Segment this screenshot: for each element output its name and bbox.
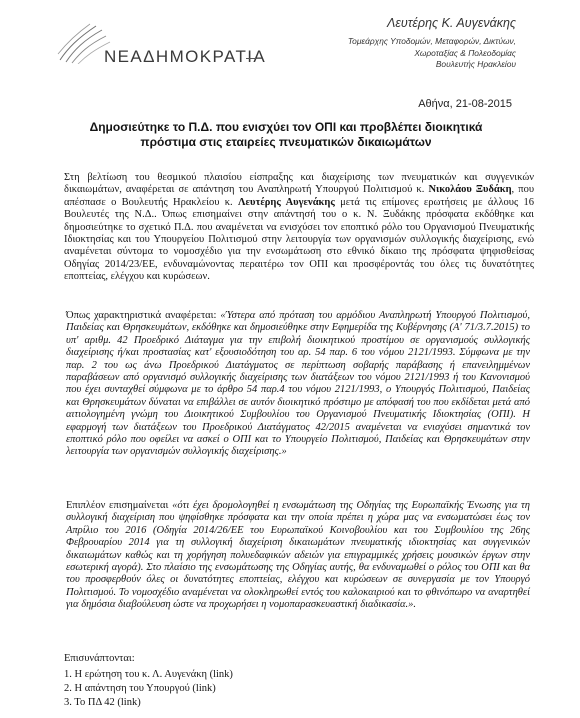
attachments-title: Επισυνάπτονται: (64, 653, 135, 664)
sender-block (286, 16, 516, 71)
p2-quote: «Ύστερα από πρόταση του αρμόδιου Αναπληρωτή Υπουργού Πολιτισμού, Παιδείας και Θρησκευμάτων, εκδόθηκε και δημοσιεύθηκε στην Εφημερίδα της Κυβέρνησης (Α' 71/3.7.2015) το υπ' αριθμ. 42 Προεδρικό Διάταγμα για την επιβολή διοικητικού προστίμου σε οργανισμούς συλλογικής διαχείρισης ή/και προστασίας κατ' εξουσιοδότηση του αρ. 54 παρ. 6 του νόμου 2121/1993. Σύμφωνα με την παρ. 2 του ως άνω Προεδρικού Διατάγματος σε περίπτωση σοβαρής παράβασης ή επανειλημμένων παραβάσεων από οργανισμό συλλογικής διαχείρισης των διατάξεων του νόμου 2121/1993 ή του Κανονισμού που έχει συνταχθεί σύμφωνα με το άρθρο 54 παρ.4 του νόμου 2121/1993, ο Υπουργός Πολιτισμού, Παιδείας και Θρησκευμάτων δύναται να επιβάλλει σε αυτόν διοικητικό πρόστιμο με απόφασή του που εκδίδεται μετά από αιτιολογημένη γνώμη του Διοικητικού Συμβουλίου του Οργανισμού Πνευματικής Ιδιοκτησίας (ΟΠΙ). Η εφαρμογή των διατάξεων του Προεδρικού Διατάγματος 42/2015 αναμένεται να ενισχύσει σημαντικά τον εποπτικό ρόλο που οφείλει να ασκεί ο ΟΠΙ και το Υπουργείο Πολιτισμού, Παιδείας και Θρησκευμάτων στην λειτουργία των οργανισμών συλλογικής διαχείρισης.» (66, 310, 530, 458)
p1-text-e: μετά τις επίμονες ερωτήσεις με άλλους 16 Βουλευτές της Ν.Δ.. Όπως επισημαίνει στην απάντησή του ο κ. Ν. Ξυδάκης πρόσφατα εκδόθηκε και δημοσιεύτηκε το σχετικό Π.Δ. που αναμένεται να ενισχύσει τον εποπτικό ρόλο του Οργανισμού Πνευματικής Ιδιοκτησίας και του Υπουργείου Πολιτισμού στην λειτουργία των οργανισμών συλλογικής διαχείρισης, ενώ αναμένεται σύντομα το νομοσχέδιο για την ενσωμάτωση στο εθνικό δίκαιο της πρόσφατα ψηφισθείσας Οδηγίας 2014/23/ΕΕ, ενδυναμώνοντας περαιτέρω τον ΟΠΙ και προσφέροντάς του όλες τις δυνατότητες εποπτείας, ελέγχου και κυρώσεων. (64, 196, 534, 283)
paragraph-quote-decree (66, 310, 530, 459)
logo-underscore (246, 58, 256, 59)
sender-title-1: Τομεάρχης Υποδομών, Μεταφορών, Δικτύων, (347, 36, 516, 46)
p1-minister-name: Νικολάου Ξυδάκη (428, 184, 512, 196)
attachment-item-answer[interactable]: 2. Η απάντηση του Υπουργού (link) (64, 683, 216, 694)
p1-text-c: , που απέσπασε ο Βουλευτής Ηρακλείου κ. (64, 184, 535, 208)
document-date: Αθήνα, 21-08-2015 (418, 98, 512, 110)
sender-name: Λευτέρης Κ. Αυγενάκης (387, 16, 516, 30)
attachments-list (64, 668, 233, 710)
p3-lead: Επιπλέον επισημαίνεται (66, 500, 173, 511)
sender-title-3: Βουλευτής Ηρακλείου (435, 59, 516, 69)
p1-mp-name: Λευτέρης Αυγενάκης (238, 196, 335, 208)
paragraph-quote-directive (66, 500, 530, 612)
attachment-item-question[interactable]: 1. Η ερώτηση του κ. Λ. Αυγενάκη (link) (64, 669, 233, 680)
party-logo (54, 20, 267, 70)
p2-lead: Όπως χαρακτηριστικά αναφέρεται: (66, 310, 221, 321)
p3-quote: «ότι έχει δρομολογηθεί η ενσωμάτωση της Οδηγίας της Ευρωπαϊκής Ένωσης για τη συλλογική διαχείριση που ψηφίσθηκε πρόσφατα και την οποία πρέπει η χώρα μας να ενσωματώσει έως τον Απρίλιο του 2016 (Οδηγία 2014/26/ΕΕ του Ευρωπαϊκού Κοινοβουλίου και του Συμβουλίου της 26ης Φεβρουαρίου 2014 για τη συλλογική διαχείριση δικαιωμάτων πνευματικής ιδιοκτησίας και συγγενικών δικαιωμάτων καθώς και τη χορήγηση πολυεδαφικών αδειών για επιγραμμικές χρήσεις μουσικών έργων στην εσωτερική αγορά). Στο πλαίσιο της ενσωμάτωσης της Οδηγίας αυτής, θα ενδυναμωθεί ο ρόλος του ΟΠΙ και θα του προσφερθούν όλες οι δυνατότητες εποπτείας, ελέγχου και κυρώσεων σε συνεργασία με τον Υπουργό Πολιτισμού. Το νομοσχέδιο αναμένεται να ολοκληρωθεί εντός του καλοκαιριού και το φθινόπωρο να αναρτηθεί για δημόσια διαβούλευση ώστε να προχωρήσει η νομοπαρασκευαστική διαδικασία.». (66, 500, 531, 611)
headline: Δημοσιεύτηκε το Π.Δ. που ενισχύει τον ΟΠΙ και προβλέπει διοικητικά πρόστιμα στις εταιρείες πνευματικών δικαιωμάτων (89, 120, 483, 149)
p1-text-a: Στη βελτίωση του θεσμικού πλαισίου είσπραξης και διαχείρισης των πνευματικών και συγγενικών δικαιωμάτων, αναφέρεται σε απάντηση του Αναπληρωτή Υπουργού Πολιτισμού κ. (64, 172, 534, 196)
attachment-item-decree[interactable]: 3. Το ΠΔ 42 (link) (64, 697, 141, 708)
sender-title-2: Χωροταξίας & Πολεοδομίας (414, 47, 516, 58)
logo-wordmark: ΝΕΑΔΗΜΟΚΡΑΤΙΑ (104, 47, 267, 66)
paragraph-intro (64, 172, 534, 284)
